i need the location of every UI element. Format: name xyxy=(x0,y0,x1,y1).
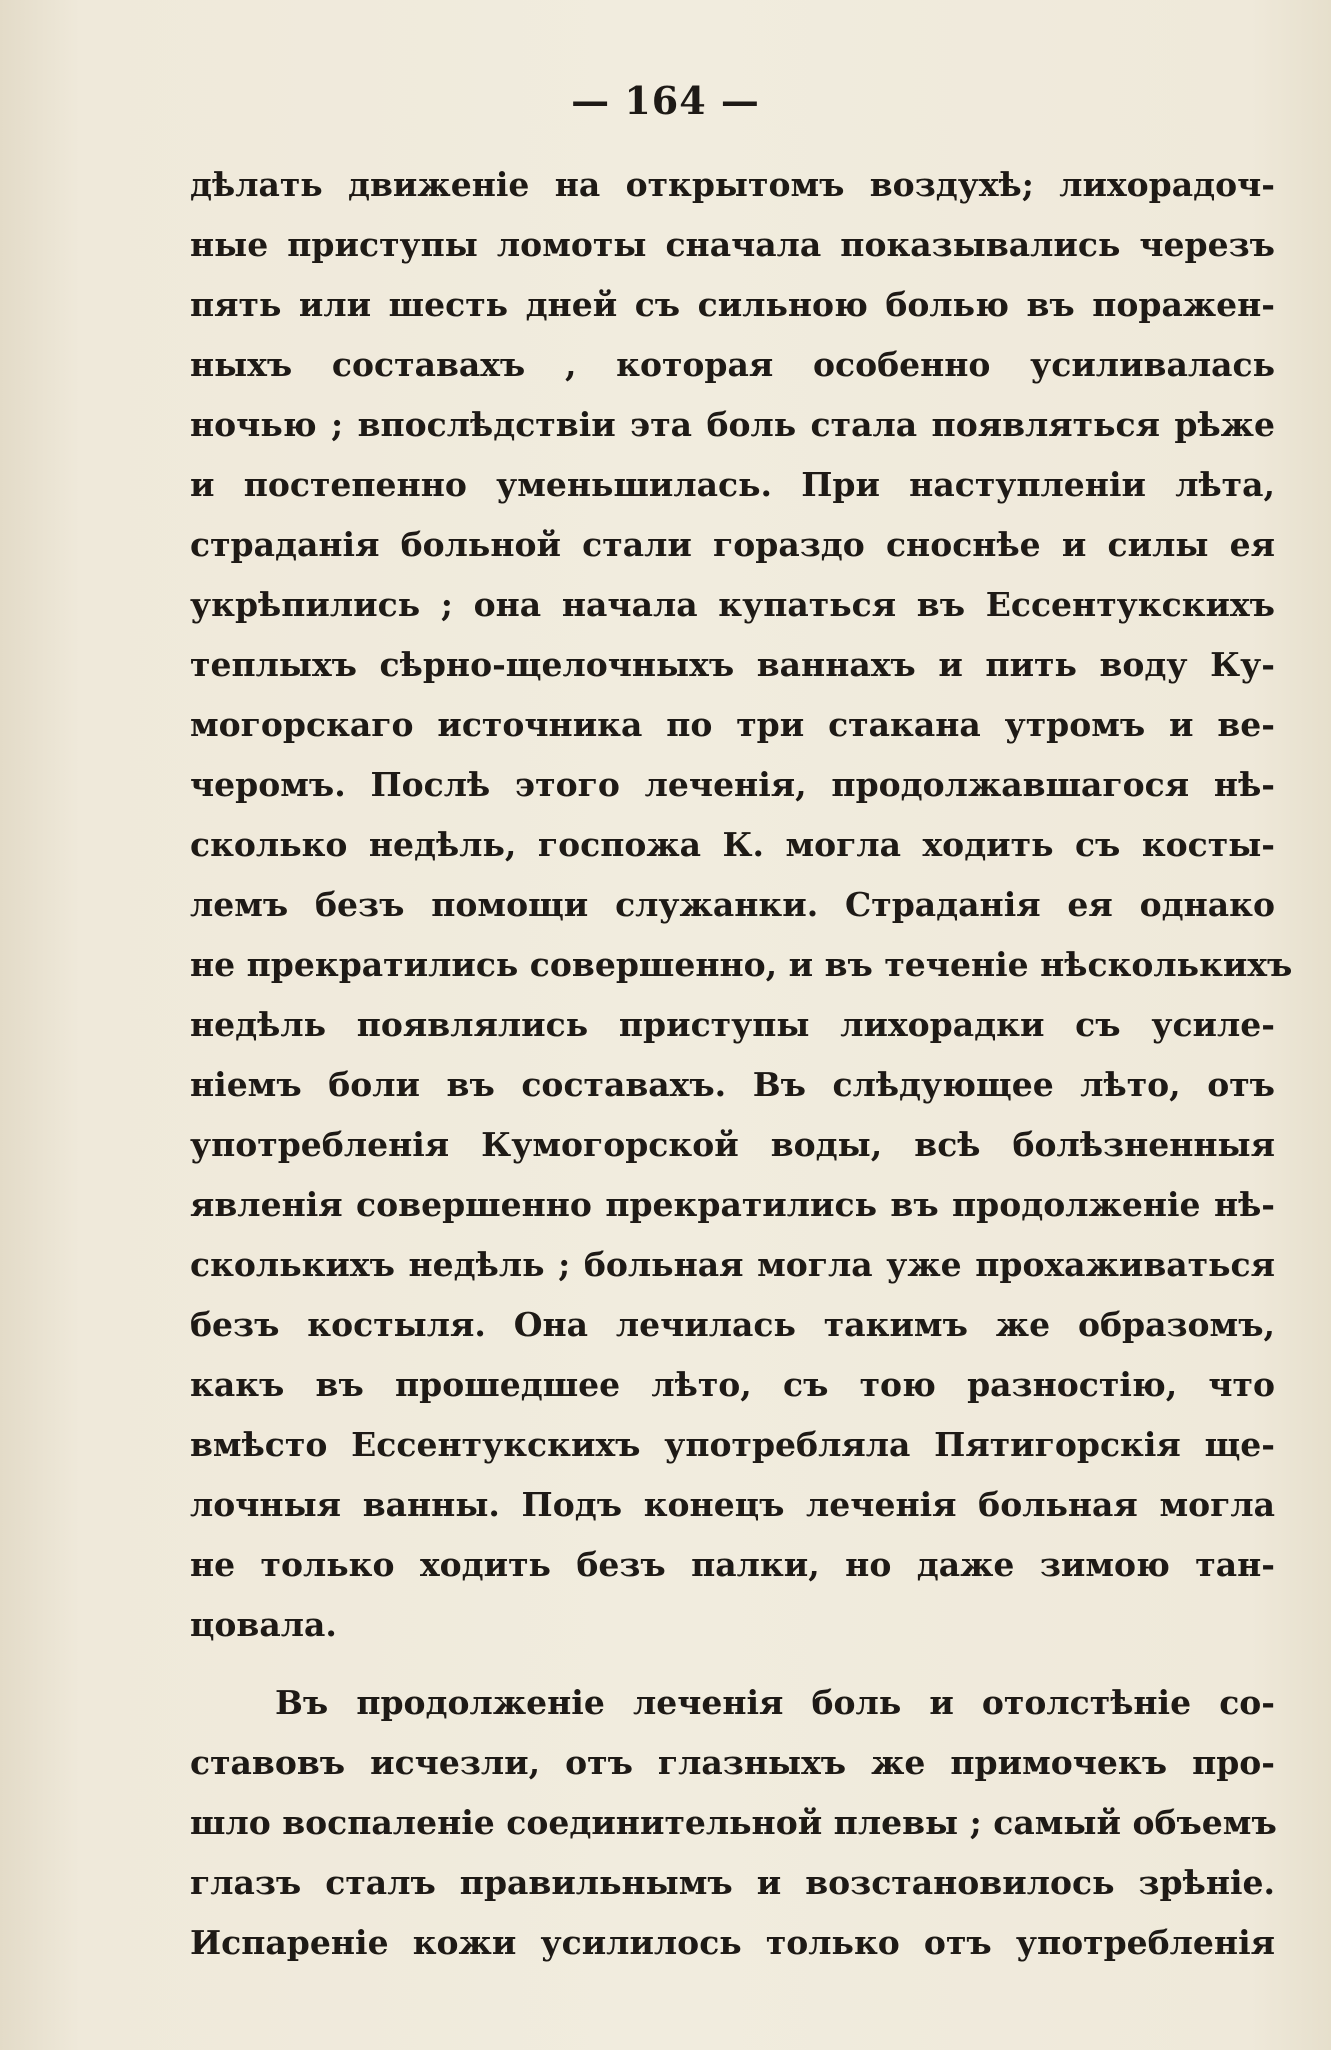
text-line: не только ходить безъ палки, но даже зимою тан- xyxy=(190,1545,1275,1584)
text-line: шло воспаленіе соединительной плевы ; самый объемъ xyxy=(190,1803,1277,1842)
text-line: недѣль появлялись приступы лихорадки съ усиле- xyxy=(190,1005,1275,1044)
text-line: безъ костыля. Она лечилась такимъ же образомъ, xyxy=(190,1305,1275,1344)
text-line: черомъ. Послѣ этого леченія, продолжавшагося нѣ- xyxy=(190,765,1275,804)
text-line: Испареніе кожи усилилось только отъ употребленія xyxy=(190,1923,1275,1962)
text-line: сколько недѣль, госпожа К. могла ходить съ косты- xyxy=(190,825,1275,864)
text-line: и постепенно уменьшилась. При наступленіи лѣта, xyxy=(190,465,1275,504)
body-text xyxy=(190,155,1293,1973)
text-line: могорскаго источника по три стакана утромъ и ве- xyxy=(190,705,1275,744)
text-line: не прекратились совершенно, и въ теченіе нѣсколькихъ xyxy=(190,945,1293,984)
text-line: лемъ безъ помощи служанки. Страданія ея однако xyxy=(190,885,1275,924)
page-number: — 164 — xyxy=(571,78,760,123)
text-line: пять или шесть дней съ сильною болью въ поражен- xyxy=(190,285,1275,324)
text-line: ные приступы ломоты сначала показывались черезъ xyxy=(190,225,1275,264)
text-line: ставовъ исчезли, отъ глазныхъ же примочекъ про- xyxy=(190,1743,1275,1782)
paragraph-end-line: цовала. xyxy=(190,1605,337,1644)
text-line: ночью ; впослѣдствіи эта боль стала появляться рѣже xyxy=(190,405,1275,444)
text-line: теплыхъ сѣрно-щелочныхъ ваннахъ и пить воду Ку- xyxy=(190,645,1275,684)
text-line: глазъ сталъ правильнымъ и возстановилось зрѣніе. xyxy=(190,1863,1275,1902)
text-line: ніемъ боли въ составахъ. Въ слѣдующее лѣто, отъ xyxy=(190,1065,1275,1104)
text-line: какъ въ прошедшее лѣто, съ тою разностію, что xyxy=(190,1365,1275,1404)
text-line: лочныя ванны. Подъ конецъ леченія больная могла xyxy=(190,1485,1275,1524)
text-line: укрѣпились ; она начала купаться въ Ессентукскихъ xyxy=(190,585,1275,624)
text-line: вмѣсто Ессентукскихъ употребляла Пятигорскія ще- xyxy=(190,1425,1275,1464)
text-line: явленія совершенно прекратились въ продолженіе нѣ- xyxy=(190,1185,1275,1224)
paragraph-start-line: Въ продолженіе леченія боль и отолстѣніе со- xyxy=(275,1683,1275,1722)
text-line: дѣлать движеніе на открытомъ воздухѣ; лихорадоч- xyxy=(190,165,1275,204)
text-line: сколькихъ недѣль ; больная могла уже прохаживаться xyxy=(190,1245,1275,1284)
text-line: страданія больной стали гораздо сноснѣе и силы ея xyxy=(190,525,1275,564)
text-line: ныхъ составахъ , которая особенно усиливалась xyxy=(190,345,1275,384)
text-line: употребленія Кумогорской воды, всѣ болѣзненныя xyxy=(190,1125,1275,1164)
